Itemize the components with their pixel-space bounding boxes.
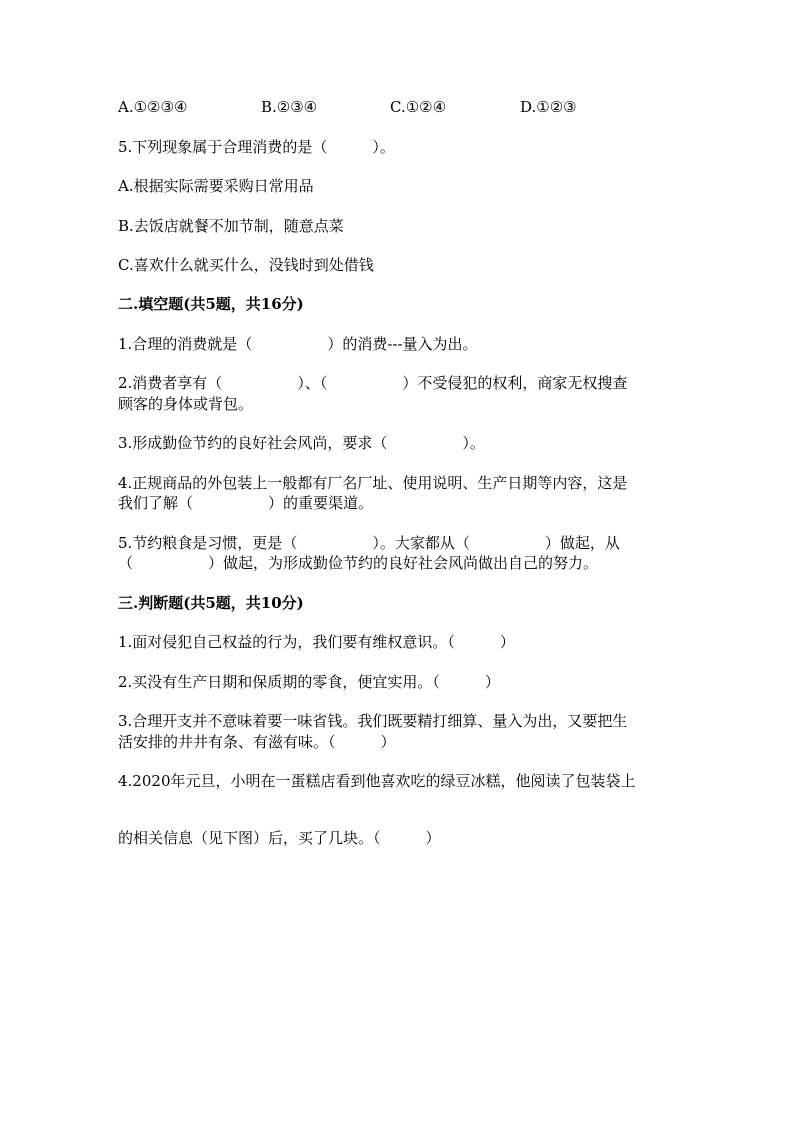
s2-q2-line2: 顾客的身体或背包。	[118, 395, 254, 413]
option-a: A.①②③④	[118, 98, 188, 116]
option-c: C.①②④	[390, 98, 447, 116]
s2-q3: 3.形成勤俭节约的良好社会风尚，要求（ ）。	[118, 434, 485, 452]
s2-q2-line1: 2.消费者享有（ ）、（ ）不受侵犯的权利，商家无权搜查	[118, 374, 628, 392]
q5-option-c: C.喜欢什么就买什么，没钱时到处借钱	[118, 256, 374, 274]
section2-title: 二.填空题(共5题，共16分)	[118, 295, 304, 313]
q5-stem: 5.下列现象属于合理消费的是（ ）。	[118, 138, 395, 156]
s3-q3-line2: 活安排的井井有条、有滋有味。（ ）	[118, 733, 396, 751]
s2-q4-line1: 4.正规商品的外包装上一般都有厂名厂址、使用说明、生产日期等内容，这是	[118, 474, 628, 492]
s3-q3-line1: 3.合理开支并不意味着要一味省钱。我们既要精打细算、量入为出，又要把生	[118, 712, 628, 730]
s2-q4-line2: 我们了解（ ）的重要渠道。	[118, 494, 374, 512]
option-b: B.②③④	[261, 98, 318, 116]
option-d: D.①②③	[520, 98, 577, 116]
s3-q4-line1: 4.2020年元旦，小明在一蛋糕店看到他喜欢吃的绿豆冰糕，他阅读了包装袋上	[118, 772, 636, 790]
q5-option-b: B.去饭店就餐不加节制，随意点菜	[118, 217, 344, 235]
section3-title: 三.判断题(共5题，共10分)	[118, 594, 304, 612]
s3-q4-line2: 的相关信息（见下图）后，买了几块。（ ）	[118, 829, 441, 847]
s2-q5-line2: （ ）做起，为形成勤俭节约的良好社会风尚做出自己的努力。	[118, 554, 599, 572]
s2-q1: 1.合理的消费就是（ ）的消费---量入为出。	[118, 335, 478, 353]
s2-q5-line1: 5.节约粮食是习惯，更是（ ）。大家都从（ ）做起，从	[118, 534, 620, 552]
s3-q2: 2.买没有生产日期和保质期的零食，便宜实用。（ ）	[118, 673, 500, 691]
s3-q1: 1.面对侵犯自己权益的行为，我们要有维权意识。（ ）	[118, 633, 515, 651]
q5-option-a: A.根据实际需要采购日常用品	[118, 177, 314, 195]
